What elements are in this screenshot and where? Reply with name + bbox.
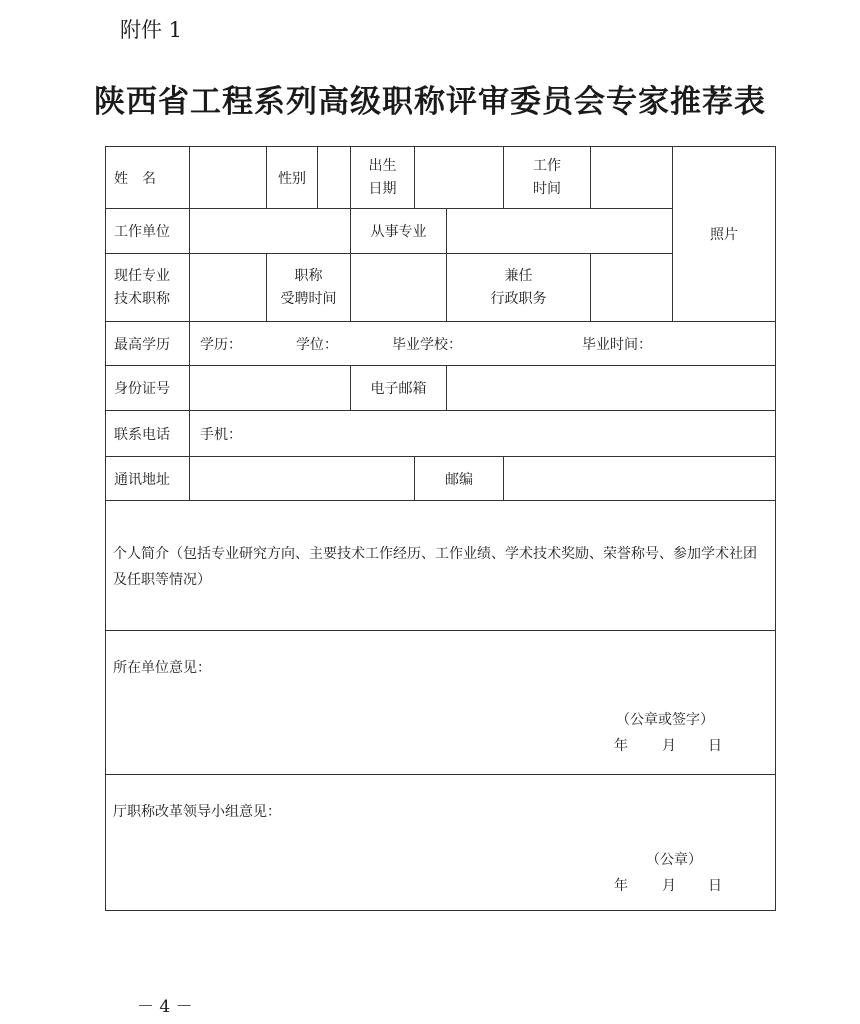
specialty-field[interactable] xyxy=(447,209,673,254)
edu-label: 最高学历 xyxy=(106,322,190,366)
dept-day: 日 xyxy=(708,878,722,894)
unit-year: 年 xyxy=(614,738,628,754)
edu-time-label: 毕业时间： xyxy=(582,336,652,353)
row-address xyxy=(106,457,776,501)
title-time-line1: 职称 xyxy=(294,267,323,284)
row-basic-info xyxy=(106,147,776,209)
dept-month: 月 xyxy=(662,878,676,894)
unit-opinion-section[interactable] xyxy=(106,631,776,775)
unit-date xyxy=(614,735,722,755)
unit-stamp-label: （公章或签字） xyxy=(616,712,714,728)
birth-label-line1: 出生 xyxy=(368,157,397,174)
row-education xyxy=(106,322,776,366)
work-start-field[interactable] xyxy=(591,147,673,209)
dept-year: 年 xyxy=(614,878,628,894)
admin-post-line2: 行政职务 xyxy=(490,290,547,307)
birth-date-label xyxy=(351,147,415,209)
title-time-label xyxy=(267,254,351,322)
specialty-label: 从事专业 xyxy=(351,209,447,254)
unit-opinion-label: 所在单位意见： xyxy=(113,660,211,676)
row-dept-opinion xyxy=(106,775,776,911)
form-title: 陕西省工程系列高级职称评审委员会专家推荐表 xyxy=(94,84,766,120)
name-field[interactable] xyxy=(190,147,267,209)
unit-month: 月 xyxy=(662,738,676,754)
current-title-line1: 现任专业 xyxy=(114,267,170,284)
postcode-label: 邮编 xyxy=(415,457,504,501)
address-field[interactable] xyxy=(190,457,415,501)
gender-label: 性别 xyxy=(267,147,318,209)
photo-box[interactable]: 照片 xyxy=(673,147,776,322)
admin-post-line1: 兼任 xyxy=(504,267,533,284)
edu-field[interactable] xyxy=(190,322,776,366)
unit-day: 日 xyxy=(708,738,722,754)
admin-post-field[interactable] xyxy=(591,254,673,322)
current-title-label xyxy=(106,254,190,322)
row-id xyxy=(106,366,776,411)
row-phone xyxy=(106,411,776,457)
dept-opinion-label: 厅职称改革领导小组意见： xyxy=(113,804,281,820)
page-number: － 4 － xyxy=(137,997,193,1017)
recommendation-form xyxy=(105,146,776,911)
postcode-field[interactable] xyxy=(504,457,776,501)
intro-section[interactable] xyxy=(106,501,776,631)
admin-post-label xyxy=(447,254,591,322)
phone-label: 联系电话 xyxy=(106,411,190,457)
current-title-field[interactable] xyxy=(190,254,267,322)
phone-field[interactable] xyxy=(190,411,776,457)
id-field[interactable] xyxy=(190,366,351,411)
address-label: 通讯地址 xyxy=(106,457,190,501)
work-start-label xyxy=(504,147,591,209)
title-time-field[interactable] xyxy=(351,254,447,322)
dept-opinion-section[interactable] xyxy=(106,775,776,911)
employer-field[interactable] xyxy=(190,209,351,254)
id-label: 身份证号 xyxy=(106,366,190,411)
dept-date xyxy=(614,875,722,895)
birth-date-field[interactable] xyxy=(415,147,504,209)
work-label-line2: 时间 xyxy=(533,180,561,197)
dept-stamp-label: （公章） xyxy=(646,852,702,868)
name-label: 姓 名 xyxy=(106,147,190,209)
edu-school-label: 毕业学校： xyxy=(392,336,462,353)
attachment-label: 附件 1 xyxy=(120,18,183,42)
work-label-line1: 工作 xyxy=(533,157,561,174)
current-title-line2: 技术职称 xyxy=(114,290,170,307)
edu-degree-label: 学历： xyxy=(200,336,242,353)
mobile-label: 手机： xyxy=(200,426,242,443)
intro-text: 个人简介（包括专业研究方向、主要技术工作经历、工作业绩、学术技术奖励、荣誉称号、参加学术社团及任职等情况） xyxy=(113,546,757,588)
birth-label-line2: 日期 xyxy=(368,180,397,197)
gender-field[interactable] xyxy=(318,147,351,209)
edu-academic-label: 学位： xyxy=(296,336,338,353)
email-label: 电子邮箱 xyxy=(351,366,447,411)
row-intro xyxy=(106,501,776,631)
title-time-line2: 受聘时间 xyxy=(280,290,337,307)
employer-label: 工作单位 xyxy=(106,209,190,254)
row-unit-opinion xyxy=(106,631,776,775)
email-field[interactable] xyxy=(447,366,776,411)
